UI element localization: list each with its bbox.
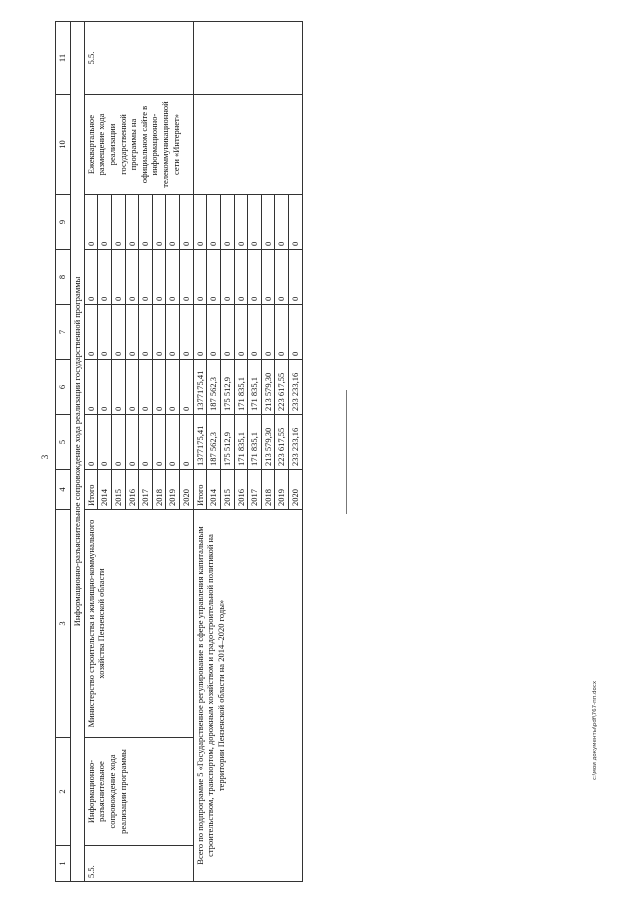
value-col9: 0 — [289, 195, 303, 250]
column-number-row — [56, 22, 71, 882]
value-col8: 0 — [289, 250, 303, 305]
value-col5: 0 — [84, 415, 98, 470]
table-row — [193, 22, 207, 882]
year-cell: 2019 — [166, 470, 180, 510]
value-col8: 0 — [166, 250, 180, 305]
value-col9: 0 — [180, 195, 194, 250]
value-col9: 0 — [111, 195, 125, 250]
year-cell: 2016 — [234, 470, 248, 510]
value-col8: 0 — [111, 250, 125, 305]
value-col9: 0 — [275, 195, 289, 250]
value-col7: 0 — [248, 305, 262, 360]
value-col7: 0 — [289, 305, 303, 360]
value-col7: 0 — [275, 305, 289, 360]
column-number: 10 — [56, 95, 71, 195]
column-number: 6 — [56, 360, 71, 415]
column-number: 4 — [56, 470, 71, 510]
value-col7: 0 — [111, 305, 125, 360]
measure-number: 5.5. — [84, 846, 193, 882]
total-label: Всего по подпрограмме 5 «Государственное регулирование в сфере управления капитальным строительством, транспортом, дорожным хозяйством и градостроительной политикой на территории Пензенской области на 2014–2020 годы» — [193, 510, 302, 882]
rotated-table-container — [55, 22, 305, 882]
value-col9: 0 — [193, 195, 207, 250]
value-col6: 1377175,41 — [193, 360, 207, 415]
measure-executor: Министерство строительства и жилищно-коммунального хозяйства Пензенской области — [84, 510, 193, 738]
value-col6: 171 835,1 — [234, 360, 248, 415]
value-col5: 187 562,3 — [207, 415, 221, 470]
section-title-row — [71, 22, 85, 882]
value-col6: 0 — [125, 360, 139, 415]
year-cell: Итого — [193, 470, 207, 510]
value-col6: 0 — [84, 360, 98, 415]
value-col6: 187 562,3 — [207, 360, 221, 415]
value-col5: 171 835,1 — [234, 415, 248, 470]
value-col9: 0 — [207, 195, 221, 250]
value-col5: 0 — [111, 415, 125, 470]
total-indicator-empty — [193, 95, 302, 195]
value-col5: 1377175,41 — [193, 415, 207, 470]
value-col5: 223 617,55 — [275, 415, 289, 470]
year-cell: 2015 — [111, 470, 125, 510]
value-col5: 233 233,16 — [289, 415, 303, 470]
year-cell: 2020 — [180, 470, 194, 510]
value-col8: 0 — [261, 250, 275, 305]
value-col8: 0 — [125, 250, 139, 305]
value-col5: 171 835,1 — [248, 415, 262, 470]
value-col7: 0 — [125, 305, 139, 360]
value-col7: 0 — [139, 305, 153, 360]
measure-link: 5.5. — [84, 22, 193, 95]
year-cell: 2014 — [98, 470, 112, 510]
year-cell: 2016 — [125, 470, 139, 510]
file-path-footer: c:\мои документы\pdf\767-пп.docx — [592, 680, 598, 780]
column-number: 3 — [56, 510, 71, 738]
value-col9: 0 — [220, 195, 234, 250]
value-col6: 0 — [166, 360, 180, 415]
value-col6: 233 233,16 — [289, 360, 303, 415]
value-col6: 0 — [111, 360, 125, 415]
value-col8: 0 — [193, 250, 207, 305]
value-col9: 0 — [152, 195, 166, 250]
value-col7: 0 — [166, 305, 180, 360]
value-col8: 0 — [152, 250, 166, 305]
value-col7: 0 — [234, 305, 248, 360]
value-col8: 0 — [275, 250, 289, 305]
value-col8: 0 — [180, 250, 194, 305]
value-col7: 0 — [152, 305, 166, 360]
value-col9: 0 — [261, 195, 275, 250]
year-cell: 2019 — [275, 470, 289, 510]
value-col8: 0 — [98, 250, 112, 305]
value-col9: 0 — [98, 195, 112, 250]
value-col5: 0 — [152, 415, 166, 470]
divider-line — [346, 390, 347, 514]
year-cell: 2017 — [248, 470, 262, 510]
value-col6: 0 — [152, 360, 166, 415]
value-col7: 0 — [193, 305, 207, 360]
year-cell: 2015 — [220, 470, 234, 510]
value-col9: 0 — [125, 195, 139, 250]
page-number: 3 — [40, 454, 50, 460]
value-col8: 0 — [220, 250, 234, 305]
year-cell: Итого — [84, 470, 98, 510]
column-number: 1 — [56, 846, 71, 882]
value-col5: 0 — [125, 415, 139, 470]
value-col7: 0 — [261, 305, 275, 360]
value-col6: 0 — [180, 360, 194, 415]
value-col6: 171 835,1 — [248, 360, 262, 415]
measure-indicator: Ежеквартальное размещение хода реализации государственной программы на официальном сайте в информационно-телекоммуникационной сети «Интернет» — [84, 95, 193, 195]
value-col6: 213 579,30 — [261, 360, 275, 415]
value-col9: 0 — [166, 195, 180, 250]
table-row — [84, 22, 98, 882]
value-col5: 0 — [98, 415, 112, 470]
year-cell: 2017 — [139, 470, 153, 510]
value-col5: 0 — [166, 415, 180, 470]
value-col7: 0 — [207, 305, 221, 360]
year-cell: 2018 — [261, 470, 275, 510]
column-number: 5 — [56, 415, 71, 470]
section-title: Информационно-разъяснительное сопровождение хода реализации государственной программы — [71, 22, 85, 882]
program-table — [55, 21, 303, 882]
value-col9: 0 — [248, 195, 262, 250]
value-col5: 175 512,9 — [220, 415, 234, 470]
value-col6: 175 512,9 — [220, 360, 234, 415]
year-cell: 2018 — [152, 470, 166, 510]
value-col8: 0 — [84, 250, 98, 305]
value-col8: 0 — [248, 250, 262, 305]
value-col7: 0 — [98, 305, 112, 360]
column-number: 2 — [56, 738, 71, 846]
value-col8: 0 — [207, 250, 221, 305]
value-col6: 0 — [98, 360, 112, 415]
value-col5: 0 — [139, 415, 153, 470]
value-col8: 0 — [139, 250, 153, 305]
year-cell: 2020 — [289, 470, 303, 510]
value-col9: 0 — [84, 195, 98, 250]
value-col8: 0 — [234, 250, 248, 305]
value-col7: 0 — [84, 305, 98, 360]
value-col6: 223 617,55 — [275, 360, 289, 415]
measure-name: Информационно-разъяснительное сопровождение хода реализации программы — [84, 738, 193, 846]
value-col9: 0 — [139, 195, 153, 250]
value-col9: 0 — [234, 195, 248, 250]
year-cell: 2014 — [207, 470, 221, 510]
column-number: 8 — [56, 250, 71, 305]
column-number: 7 — [56, 305, 71, 360]
value-col5: 0 — [180, 415, 194, 470]
value-col7: 0 — [220, 305, 234, 360]
value-col5: 213 579,30 — [261, 415, 275, 470]
value-col6: 0 — [139, 360, 153, 415]
column-number: 9 — [56, 195, 71, 250]
total-link-empty — [193, 22, 302, 95]
column-number: 11 — [56, 22, 71, 95]
value-col7: 0 — [180, 305, 194, 360]
